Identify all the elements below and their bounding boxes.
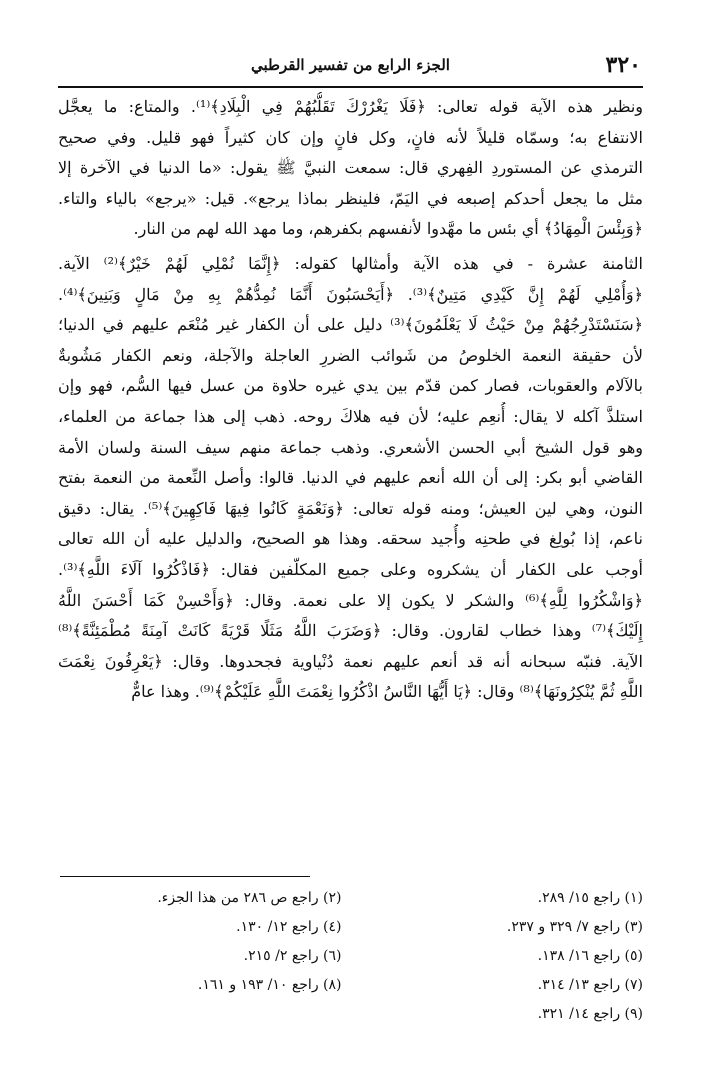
main-text [58, 92, 643, 708]
footnote: (٢) راجع ص ٢٨٦ من هذا الجزء. [157, 890, 342, 906]
footnote: (٩) راجع ١٤/ ٣٢١. [537, 1006, 643, 1022]
text-line: إِلَيْكَ﴾⁽⁷⁾ وهذا خطاب لقارون. وقال: ﴿وَضَرَبَ اللَّهُ مَثَلًا قَرْيَةً كَانَتْ آمِنَةً مُطْمَئِنَّةً﴾⁽⁸⁾ [58, 621, 643, 641]
text-line: الترمذي عن المستوردِ الفِهري قال: سمعت النبيَّ ﷺ يقول: «ما الدنيا في الآخرة إلا [58, 158, 643, 178]
text-line: القاضي أبو بكر: إلى أن الله أنعم عليهم في الدنيا. قالوا: وأصل النِّعمة من النعمة بفتح [58, 468, 643, 488]
text-line: استلذَّ آكله لا يقال: أُنعِم عليه؛ لأن فيه هلاكَ روحه. ذهب إلى هذا جماعة من العلماء، [58, 406, 643, 426]
text-line: ﴿سَنَسْتَدْرِجُهُمْ مِنْ حَيْثُ لَا يَعْلَمُونَ﴾⁽³⁾ دليل على أن الكفار غير مُنْعَم عليهم في الدنيا؛ [58, 315, 643, 335]
footnote: (٥) راجع ١٦/ ١٣٨. [537, 948, 643, 964]
footnote: (٦) راجع ٢/ ٢١٥. [243, 948, 342, 964]
running-header [58, 52, 643, 88]
text-line: ﴿وَبِئْسَ الْمِهَادُ﴾ أي بئس ما مهَّدوا لأنفسهم بكفرهم، وما مهد الله لهم من النار. [133, 219, 643, 239]
footnotes [60, 884, 643, 1029]
footnote-rule [60, 876, 310, 877]
footnote: (٨) راجع ١٠/ ١٩٣ و ١٦١. [197, 977, 342, 993]
text-line: ﴿وَاشْكُرُوا لِلَّهِ﴾⁽⁶⁾ والشكر لا يكون إلا على نعمة. وقال: ﴿وَأَحْسِنْ كَمَا أَحْسَنَ اللَّهُ [58, 590, 643, 610]
text-line: لأن حقيقة النعمة الخلوصُ من شَوائب الضررِ العاجلة والآجلة، ونعم الكفار مَشُوبةٌ [58, 345, 643, 365]
running-title: الجزء الرابع من تفسير القرطبي [251, 56, 450, 74]
footnote: (٤) راجع ١٢/ ١٣٠. [236, 919, 342, 935]
text-line: ﴿وَأُمْلِي لَهُمْ إِنَّ كَيْدِي مَتِينٌ﴾⁽³⁾. ﴿أَيَحْسَبُونَ أَنَّمَا نُمِدُّهُمْ بِهِ مِنْ مَالٍ وَبَنِينَ﴾⁽⁴⁾. [58, 284, 643, 304]
page-number: ٣٢٠ [605, 52, 641, 78]
footnote: (٣) راجع ٧/ ٣٢٩ و ٢٣٧. [506, 919, 643, 935]
text-line: الآية. فنبّه سبحانه أنه قد أنعم عليهم نعمة دُنْياوية فجحدوها. وقال: ﴿يَعْرِفُونَ نِعْمَتَ [58, 651, 643, 671]
text-line: اللَّهِ ثُمَّ يُنْكِرُونَهَا﴾⁽⁸⁾ وقال: ﴿يَا أَيُّهَا النَّاسُ اذْكُرُوا نِعْمَتَ اللَّهِ عَلَيْكُمْ﴾⁽⁹⁾. وهذا عامٌّ [131, 682, 643, 702]
text-line: الانتفاع به؛ وسمّاه قليلاً لأنه فانٍ، وكل فانٍ وإن كان كثيراً فهو قليل. وفي صحيح [58, 127, 643, 147]
text-line: وهو قول الشيخ أبي الحسن الأشعري. وذهب جماعة منهم سيف السنة ولسان الأمة [58, 437, 643, 457]
text-line: الثامنة عشرة - في هذه الآية وأمثالها كقوله: ﴿إِنَّمَا نُمْلِي لَهُمْ خَيْرٌ﴾⁽²⁾ الآية. [58, 253, 643, 273]
footnote: (٧) راجع ١٣/ ٣١٤. [537, 977, 643, 993]
text-line: ونظير هذه الآية قوله تعالى: ﴿فَلَا يَغْرُرْكَ تَقَلُّبُهُمْ فِي الْبِلَادِ﴾⁽¹⁾. والمتاع: ما يعجَّل [58, 97, 643, 116]
text-line: ناعم، إذا بُولِغ في طحنِه وأُجيد سحقه. وهذا هو الصحيح، والدليل عليه أن الله تعالى [58, 529, 643, 549]
text-line: النون، وهي لين العيش؛ ومنه قوله تعالى: ﴿وَنَعْمَةٍ كَانُوا فِيهَا فَاكِهِينَ﴾⁽⁵⁾. يقال: دقيق [58, 498, 643, 518]
text-line: بالآلام والعقوبات، فصار كمن قدّم بين يدي غيره حلاوة من عسل فيها السُّم، فهو وإن [58, 376, 643, 396]
text-line: مثل ما يجعل أحدكم إصبعه في اليَمّ، فلينظر بماذا يرجع». قيل: «يرجع» بالياء والتاء. [58, 188, 643, 208]
text-line: أوجب على الكفار أن يشكروه وعلى جميع المكلّفين فقال: ﴿فَاذْكُرُوا آلَاءَ اللَّهِ﴾⁽³⁾. [58, 559, 643, 579]
footnote: (١) راجع ١٥/ ٢٨٩. [537, 890, 643, 906]
